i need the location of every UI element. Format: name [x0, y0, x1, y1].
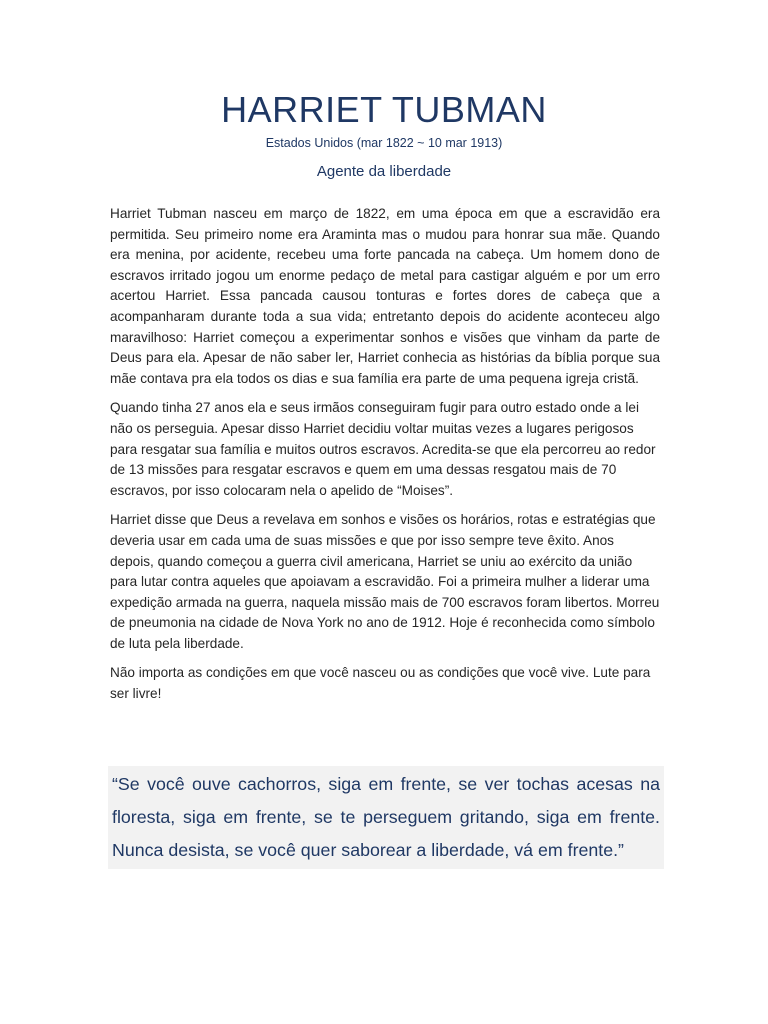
paragraph-closing: Não importa as condições em que você nasceu ou as condições que você vive. Lute para ser livre!	[110, 665, 651, 702]
paragraph-early-life: Harriet Tubman nasceu em março de 1822, em uma época em que a escravidão era permitida. Seu primeiro nome era Araminta mas o mudou para honrar sua mãe. Quando era menina, por acidente, recebeu uma forte pancada na cabeça. Um homem dono de escravos irritado jogou um enorme pedaço de metal para castigar alguém e por um erro acertou Harriet. Essa pancada causou tonturas e fortes dores de cabeça que a acompanharam durante toda a sua vida; entretanto depois do acidente aconteceu algo maravilhoso: Harriet começou a experimentar sonhos e visões que vinham da parte de Deus para ela. Apesar de não saber ler, Harriet conhecia as histórias da bíblia porque sua mãe contava pra ela todos os dias e sua família era parte de uma pequena igreja cristã.	[110, 206, 660, 386]
paragraph-escape: Quando tinha 27 anos ela e seus irmãos conseguiram fugir para outro estado onde a lei não os perseguia. Apesar disso Harriet decidiu voltar muitas vezes a lugares perigosos para resgatar sua família e muitos outros escravos. Acredita-se que ela percorreu ao redor de 13 missões para resgatar escravos e quem em uma dessas resgatou mais de 70 escravos, por isso colocaram nela o apelido de “Moises”.	[110, 400, 656, 498]
paragraph-civil-war: Harriet disse que Deus a revelava em sonhos e visões os horários, rotas e estratégias que deveria usar em cada uma de suas missões e que por isso sempre teve êxito. Anos depois, quando começou a guerra civil americana, Harriet se uniu ao exército da união para lutar contra aqueles que apoiavam a escravidão. Foi a primeira mulher a liderar uma expedição armada na guerra, naquela missão mais de 700 escravos foram libertos. Morreu de pneumonia na cidade de Nova York no ano de 1912. Hoje é reconhecida como símbolo de luta pela liberdade.	[110, 512, 660, 651]
highlighted-quote: “Se você ouve cachorros, siga em frente, se ver tochas acesas na floresta, siga em frente, se te perseguem gritando, siga em frente. Nunca desista, se você quer saborear a liberdade, vá em frente.”	[108, 766, 664, 869]
lifespan-subtitle: Estados Unidos (mar 1822 ~ 10 mar 1913)	[265, 136, 503, 150]
body-text	[110, 204, 660, 714]
page-title: HARRIET TUBMAN	[221, 89, 547, 130]
tagline-heading: Agente da liberdade	[316, 163, 452, 180]
